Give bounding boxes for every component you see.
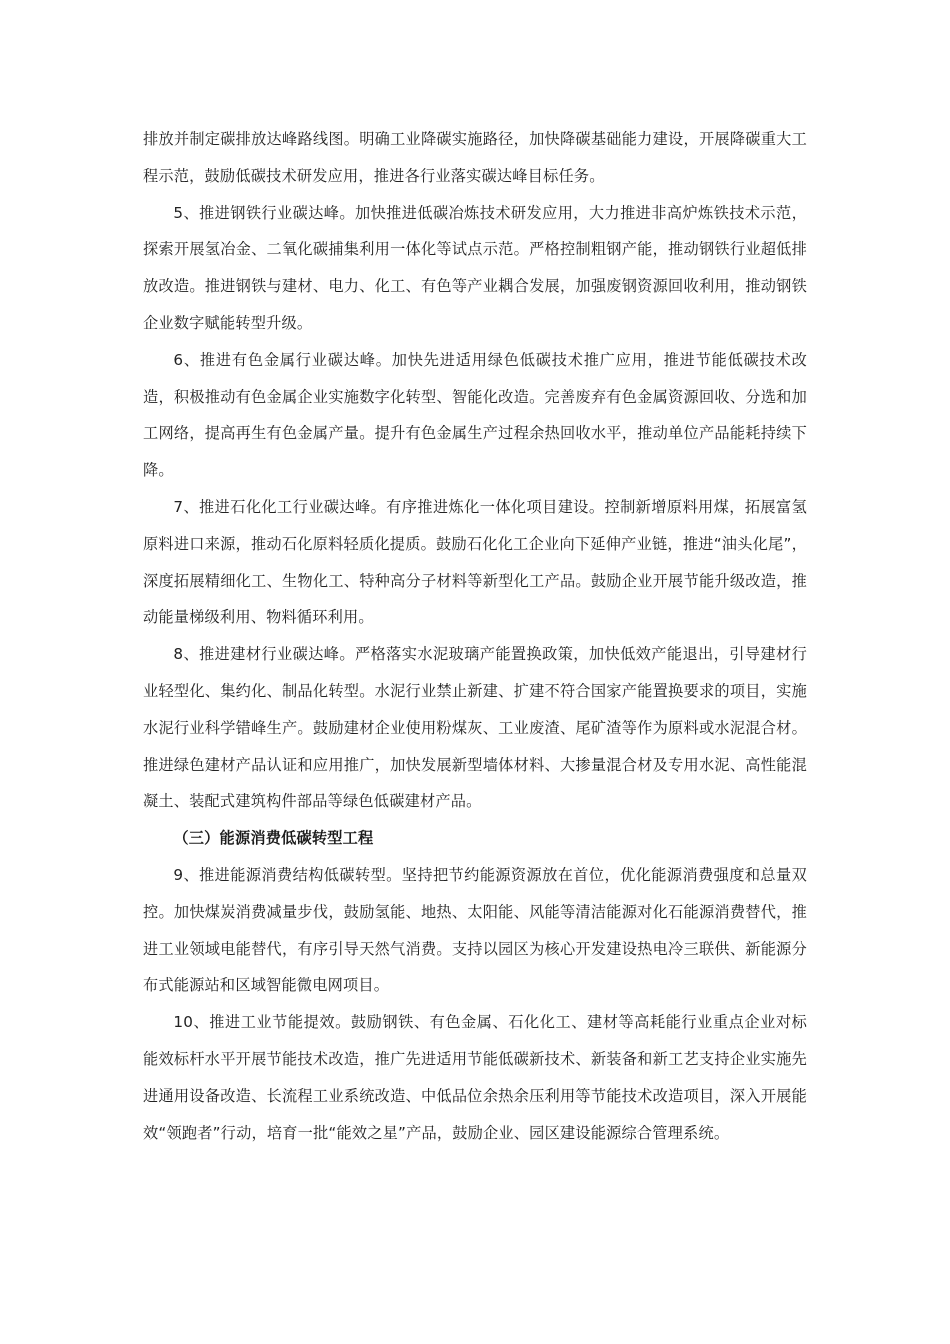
paragraph-item-10-energy-efficiency: 10、推进工业节能提效。鼓励钢铁、有色金属、石化化工、建材等高耗能行业重点企业对标能效标杆水平开展节能技术改造，推广先进适用节能低碳新技术、新装备和新工艺支持企业实施先进通用设备改造、长流程工业系统改造、中低品位余热余压利用等节能技术改造项目，深入开展能效“领跑者”行动，培育一批“能效之星”产品，鼓励企业、园区建设能源综合管理系统。 — [143, 1013, 807, 1142]
document-page — [143, 121, 807, 1151]
paragraph-item-6-nonferrous: 6、推进有色金属行业碳达峰。加快先进适用绿色低碳技术推广应用，推进节能低碳技术改造，积极推动有色金属企业实施数字化转型、智能化改造。完善废弃有色金属资源回收、分选和加工网络，提高再生有色金属产量。提升有色金属生产过程余热回收水平，推动单位产品能耗持续下降。 — [143, 350, 807, 480]
paragraph-item-8-building-materials: 8、推进建材行业碳达峰。严格落实水泥玻璃产能置换政策，加快低效产能退出，引导建材行业轻型化、集约化、制品化转型。水泥行业禁止新建、扩建不符合国家产能置换要求的项目，实施水泥行业科学错峰生产。鼓励建材企业使用粉煤灰、工业废渣、尾矿渣等作为原料或水泥混合材。推进绿色建材产品认证和应用推广，加快发展新型墙体材料、大掺量混合材及专用水泥、高性能混凝土、装配式建筑构件部品等绿色低碳建材产品。 — [143, 645, 807, 811]
paragraph-continuation: 排放并制定碳排放达峰路线图。明确工业降碳实施路径，加快降碳基础能力建设，开展降碳重大工程示范，鼓励低碳技术研发应用，推进各行业落实碳达峰目标任务。 — [143, 130, 807, 185]
paragraph-item-5-steel: 5、推进钢铁行业碳达峰。加快推进低碳冶炼技术研发应用，大力推进非高炉炼铁技术示范，探索开展氢冶金、二氧化碳捕集利用一体化等试点示范。严格控制粗钢产能，推动钢铁行业超低排放改造。推进钢铁与建材、电力、化工、有色等产业耦合发展，加强废钢资源回收利用，推动钢铁企业数字赋能转型升级。 — [143, 203, 807, 332]
paragraph-item-7-petrochemical: 7、推进石化化工行业碳达峰。有序推进炼化一体化项目建设。控制新增原料用煤，拓展富氢原料进口来源，推动石化原料轻质化提质。鼓励石化化工企业向下延伸产业链，推进“油头化尾”，深度拓展精细化工、生物化工、特种高分子材料等新型化工产品。鼓励企业开展节能升级改造，推动能量梯级利用、物料循环利用。 — [143, 497, 807, 627]
section-heading-energy-consumption: （三）能源消费低碳转型工程 — [173, 829, 374, 848]
paragraph-item-9-energy-structure: 9、推进能源消费结构低碳转型。坚持把节约能源资源放在首位，优化能源消费强度和总量双控。加快煤炭消费减量步伐，鼓励氢能、地热、太阳能、风能等清洁能源对化石能源消费替代，推进工业领域电能替代，有序引导天然气消费。支持以园区为核心开发建设热电冷三联供、新能源分布式能源站和区域智能微电网项目。 — [143, 865, 807, 995]
